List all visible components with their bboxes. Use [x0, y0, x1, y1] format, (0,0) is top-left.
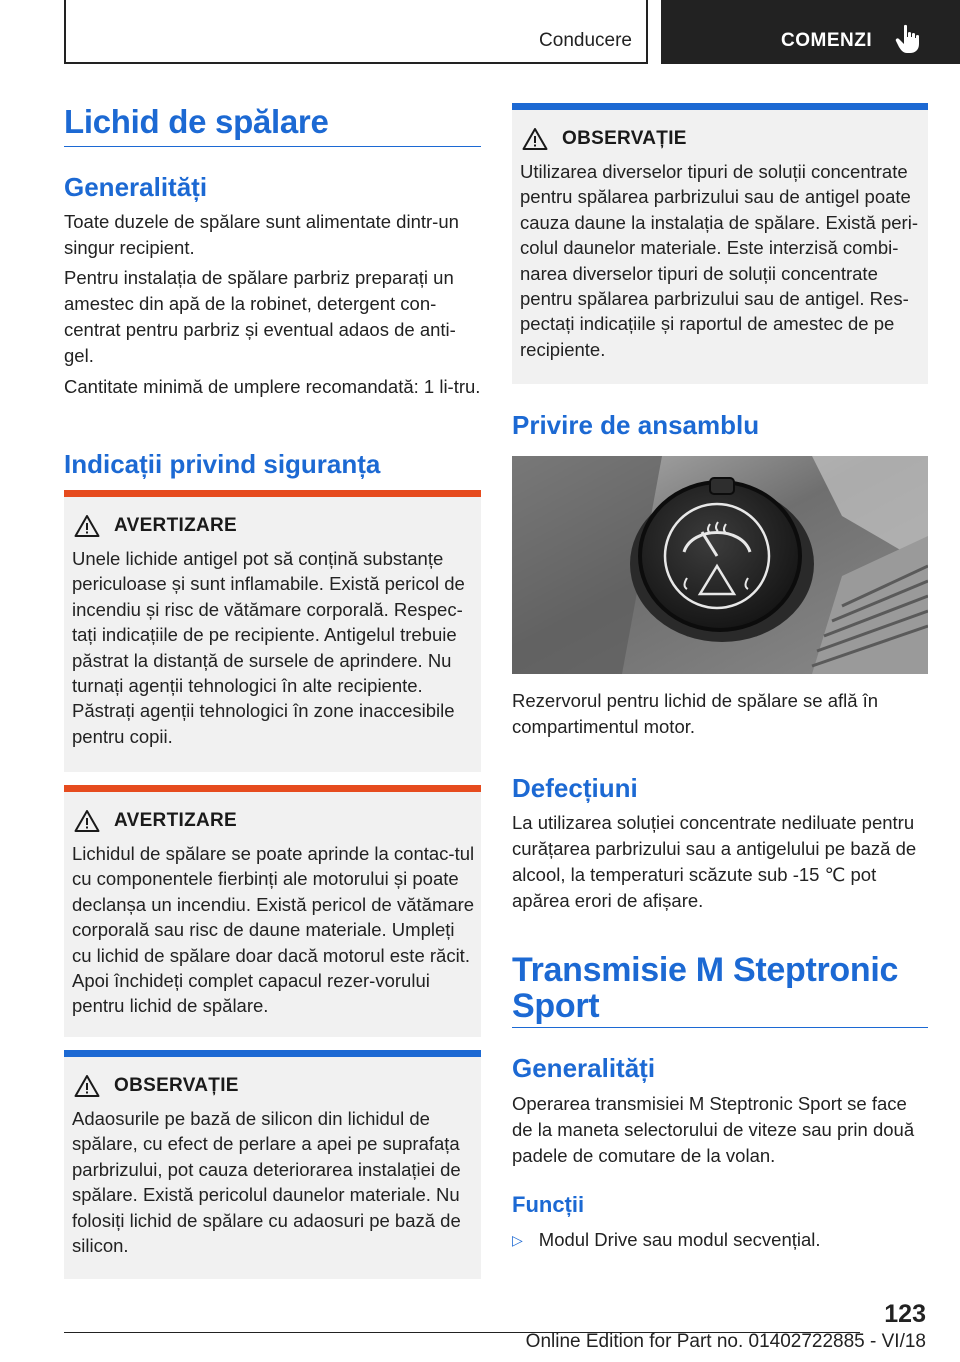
warning-label: AVERTIZARE: [114, 515, 237, 536]
heading-functions: Funcții: [512, 1192, 585, 1217]
heading-safety: Indicații privind siguranța: [64, 449, 381, 479]
section-label-comenzi: COMENZI: [781, 30, 873, 51]
heading-faults: Defecțiuni: [512, 773, 638, 803]
transmission-title-rule: [512, 1027, 928, 1028]
list-item-text: Modul Drive sau modul secvențial.: [538, 1229, 821, 1250]
heading-transmission-general: Generalități: [512, 1053, 656, 1083]
general-paragraph-2: Pentru instalația de spălare parbriz preparați un amestec din apă de la robinet, detergent con-centrat pentru parbriz și eventual adaos de anti-gel.: [64, 267, 456, 366]
warning-triangle-icon: [74, 514, 100, 538]
pointing-hand-icon: [895, 24, 921, 54]
note-box-2: [512, 103, 928, 384]
note-text: Adaosurile pe bază de silicon din lichidul de spălare, cu efect de perlare a apei pe suprafața parbrizului, pot cauza deteriorarea instalației de spălare. Există pericolul daunelor materiale. Nu folosiți lichid de spălare cu adaosuri pe bază de silicon.: [72, 1108, 461, 1257]
note-text: Utilizarea diverselor tipuri de soluții concentrate pentru spălarea parbrizului sau de antigel poate cauza daune la instalația de spălare. Există peri-colul daunelor materiale. Este interzisă combi-narea diverselor tipuri de soluții concentrate pentru spălarea parbrizului sau de antigel. Res-pectați indicațiile și raportul de amestec de pe recipiente.: [520, 161, 918, 360]
warning-box-1: [64, 490, 481, 772]
list-item: [512, 1227, 928, 1253]
section-label-conducere: Conducere: [539, 30, 632, 51]
list-bullet-triangle-icon: ▷: [512, 1232, 523, 1248]
header-right-tab: [661, 0, 960, 64]
warning-triangle-icon: [74, 809, 100, 833]
warning-text: Lichidul de spălare se poate aprinde la contac-tul cu componentele fierbinți ale motorului și poate declanșa un incendiu. Există pericol de vătămare corporală sau risc de daune materiale. Umpleți cu lichid de spălare doar dacă motorul este răcit. Apoi închideți complet capacul rezer-vorului pentru lichid de spălare.: [72, 843, 475, 1017]
title-rule: [64, 146, 481, 147]
warning-text: Unele lichide antigel pot să conțină substanțe periculoase și sunt inflamabile. Există pericol de incendiu și risc de vătămare corporală. Respec-tați indicațiile de pe recipiente. Antigelul trebuie păstrat la distanță de sursele de aprindere. Nu turnați agenții tehnologici în alte recipiente. Păstrați agenții tehnologici în zone inaccesibile pentru copii.: [72, 548, 465, 747]
warning-triangle-icon: [522, 127, 548, 151]
transmission-title-line-2: Sport: [512, 987, 600, 1025]
transmission-title-line-1: Transmisie M Steptronic: [512, 951, 899, 989]
washer-reservoir-cap-illustration: [512, 456, 928, 674]
heading-general: Generalități: [64, 172, 208, 202]
overview-caption: Rezervorul pentru lichid de spălare se află în compartimentul motor.: [512, 690, 879, 737]
note-label: OBSERVAȚIE: [114, 1075, 239, 1096]
header-left-tab: [64, 0, 648, 64]
page-number: 123: [884, 1300, 926, 1328]
general-paragraph-1: Toate duzele de spălare sunt alimentate dintr-un singur recipient.: [64, 211, 459, 258]
faults-paragraph: La utilizarea soluției concentrate nediluate pentru curățarea parbrizului sau a antigelului pe bază de alcool, la temperaturi scăzute sub -15 ℃ pot apărea erori de afișare.: [512, 812, 917, 911]
warning-box-2: [64, 785, 481, 1037]
warning-triangle-icon: [74, 1074, 100, 1098]
footer-edition-text: Online Edition for Part no. 01402722885 - VI/18: [525, 1331, 926, 1352]
washer-reservoir-photo: [512, 456, 928, 674]
heading-overview: Privire de ansamblu: [512, 410, 760, 440]
transmission-general-paragraph: Operarea transmisiei M Steptronic Sport se face de la maneta selectorului de viteze sau prin două padele de comutare de la volan.: [512, 1093, 915, 1166]
warning-label: AVERTIZARE: [114, 810, 237, 831]
note-label: OBSERVAȚIE: [562, 128, 687, 149]
general-paragraph-3: Cantitate minimă de umplere recomandată: 1 li-tru.: [64, 376, 481, 397]
page-title: Lichid de spălare: [64, 103, 329, 140]
note-box-1: [64, 1050, 481, 1279]
